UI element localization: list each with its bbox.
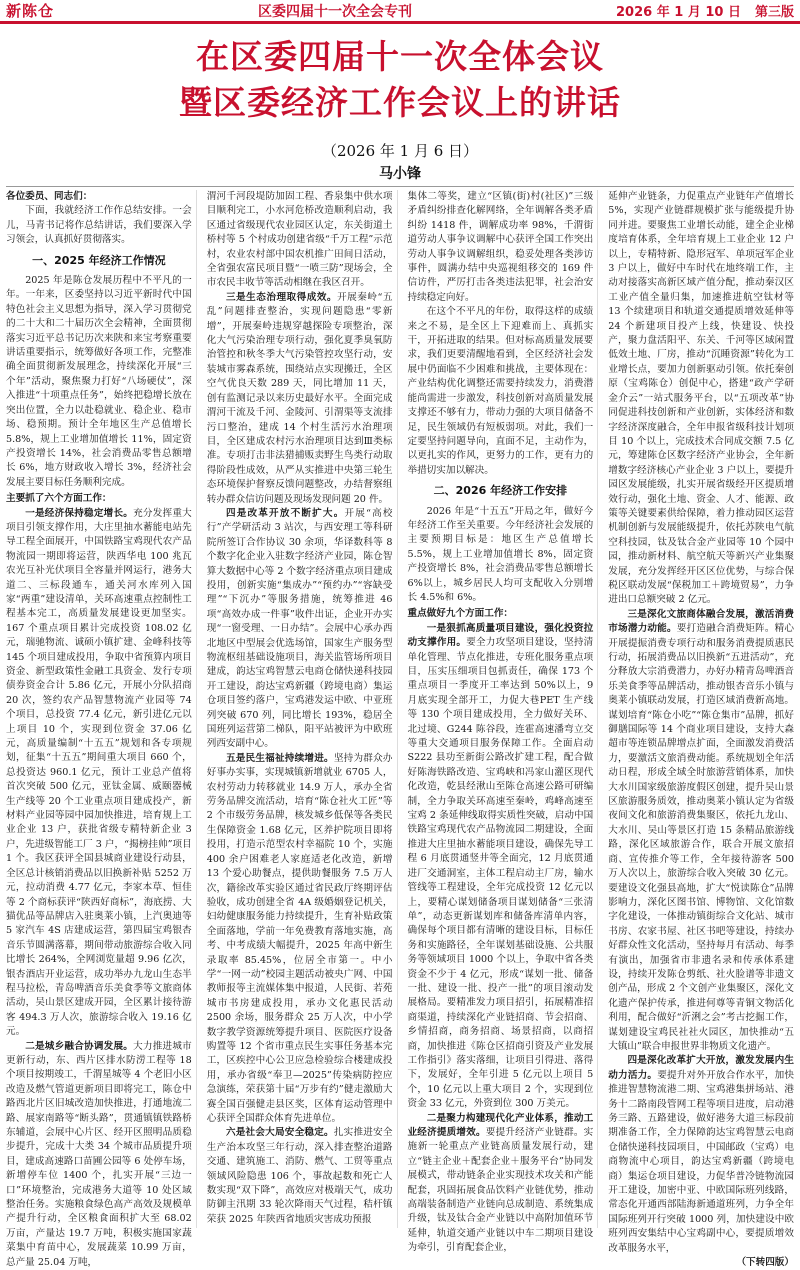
paragraph: 二是聚力构建现代化产业体系，推动工业经济提质增效。要提升经济产业链群。实施新一轮重点产业链高质量发展行动，建立“链主企业＋配套企业＋服务平台”协同发展模式，带动链条企业实现技术攻关和产能配套，巩固拓展食品饮料产业链优势，推动高端装备制造产业链向总成制造、系统集成升级，钛及钛合金产业链以中高附加值环节延伸，轨道交通产业链以中车二期项目建设为牵引，引育配套企业，	[407, 1112, 594, 1254]
divider	[6, 186, 794, 187]
paragraph: 2026 年是“十五五”开局之年，做好今年经济工作至关重要。今年经济社会发展的主要预期目标是：地区生产总值增长 5.5%，规上工业增加值增长 8%，固定资产投资增长 8%，社会消费品零售总额增长 6%以上，城乡居民人均可支配收入分别增长 4.5%和 6%。	[407, 505, 594, 603]
section-heading-2: 二、2026 年经济工作安排	[433, 484, 568, 498]
issue-date: 2026 年 1 月 10 日	[616, 5, 741, 20]
subheading: 重点做好九个方面工作：	[407, 608, 514, 620]
page-number: 第三版	[754, 5, 794, 20]
paragraph: 集体二等奖，建立“区镇(街)村(社区)”三级矛盾纠纷排查化解网络，全年调解各类矛盾纠纷 1418 件，调解成功率 98%，千渭街道劳动人事争议调解中心获评全国工作突出劳动人事争议调解组织，稳妥处理各类涉访事件，圆满办结中央巡视组移交的 169 件信访件，严厉打击各类违法犯罪，社会治安持续稳定向好。	[407, 191, 594, 303]
column-3	[407, 190, 599, 1254]
speech-date: （2026 年 1 月 6 日）	[321, 142, 479, 160]
paper-name: 新陈仓	[6, 2, 55, 20]
paragraph: 渭河千河段堤防加固工程、香泉集中供水项目顺利完工，小水河危桥改造顺利启动，我区通过省级现代农业园区认定，东关街道土桥村等 5 个村成功创建省级“千万工程”示范村，农业农村部中国农机推广田间日活动，全省强农富民项目暨“一喷三防”现场会，全市农民丰收节等活动相继在我区召开。	[206, 191, 393, 289]
headline	[0, 34, 800, 126]
section-heading-1: 一、2025 年经济工作情况	[32, 253, 166, 267]
column-4	[608, 190, 795, 1269]
paragraph: 三是生态治理取得成效。开展秦岭“五乱”问题排查整治，实现问题隐患“零新增”，开展秦岭违规穿越探险专项整治，深化大气污染治理专项行动，强化夏季臭氧防治管控和秋冬季大气污染管控攻坚行动，安装城市雾森系统，围绕站点实现搬迁，全区空气优良天数 289 天，同比增加 11 天，创有监测记录以来历史最好水平。全面完成渭河干流及千河、金陵河、引渭渠等支流排污口整治，建成 14 个村生活污水治理项目，全区建成农村污水治理项目达到Ⅲ类标准。专项打击非法猎捕贩卖野生鸟类行动取得阶段性成效，从严从实推进中央第三轮生态环境保护督察反馈问题整改，办结督察组转办群众信访问题及现场发现问题 20 件。	[206, 291, 393, 505]
paragraph: 2025 年是陈仓发展历程中不平凡的一年。一年来，区委坚持以习近平新时代中国特色社会主义思想为指导，深入学习贯彻党的二十大和二十届历次全会精神，全面贯彻落实习近平总书记历次来陕和来宝考察重要讲话重要指示，统筹做好各项工作，完整准确全面贯彻新发展理念，持续深化开展“三个年”活动，聚焦聚力打好“八场硬仗”，深入推进“十项重点任务”，始终把稳增长放在突出位置，全力以赴稳就业、稳企业、稳市场、稳预期。预计全年地区生产总值增长 5.8%，规上工业增加值增长 11%，固定资产投资增长 14%，社会消费品零售总额增长 6%，地方财政收入增长 3%，经济社会发展主要目标任务顺利完成。	[6, 275, 192, 488]
column-2	[207, 190, 398, 1228]
paragraph: 一是狠抓高质量项目建设，强化投资拉动支撑作用。要全力攻坚项目建设，坚持清单化管理、节点化推进，专班化服务重点项目，压实压细项目包抓责任，确保 173 个重点项目一季度开工率达到 50%以上，9 月底实现全部开工，力促大巷PET 生产线等 130 个项目建成投用，全力做好关环、北过境、G244 陈谷段，连霍高速潘弯立交等重大交通项目服务保障工作。全面启动 S222 县功至新街公路改扩建工程，配合做好陈海铁路改造、宝鸡峡和冯家山灌区现代化改造，乾县经湫山至陈仓高速公路可研编制，全力争取关环高速至秦岭，鸡峰高速至宝鸡 2 条延伸线取得实质性突破，启动中国铁路宝鸡现代农产品物流园二期建设，全面推进大庄里抽水蓄能项目建设，确保先导工程 6 月底贯通竖井等全面完，12 月底贯通进厂交通洞室，主体工程启动主厂房，输水管线等工程建设，全年完成投资 12 亿元以上，要精心谋划储备项目谋划储备“三张清单”，动态更新谋划库和储备库清单内容，确保每个项目都有清晰的建设目标，目标任务和实施路径，全年谋划基础设施、公共服务等领域项目 1000 个以上，争取中省各类资金不少于 4 亿元，形成“谋划一批、储备一批、建设一批、投产一批”的项目滚动发展格局。要精准发力项目招引，拓展精准招商渠道，持续深化产业链招商、节会招商、乡情招商，商务招商、场景招商，以商招商，加快推进《陈仓区招商引资及产业发展工作指引》落实落细，让项目引得进、落得下，发展好，全年引进 5 亿元以上项目 5 个，10 亿元以上重大项目 2 个，实现到位资金 33 亿元，外资到位 300 万美元。	[407, 622, 594, 1110]
lead-phrase: 一是经济保持稳定增长。	[25, 507, 134, 519]
paragraph: 一是经济保持稳定增长。充分发挥重大项目引领支撑作用，大庄里抽水蓄能电站先导工程全面展开，中国铁路宝鸡现代农产品物流园一期即将运营，陕西华电 100 兆瓦农光互补光伏项目全容量并网运行，港务大道二、三标段通车，通关河水库列入国家“两重”建设清单，关环高速重点控制性工程基本完工，高质量发展建设更加坚实。167 个重点项目累计完成投资 108.02 亿元，瑞驰物流、诚硕小镇扩建、金峰科技等 145 个项目建成投用，争取中省预算内项目资金、新型政策性金融工具资金、发行专项债券资金合计 5.86 亿元，开展小分队招商 20 次，签约农产品智慧物流产业园等 74 个项目，总投资 77.4 亿元，新引进亿元以上项目 10 个，实现到位资金 37.06 亿元，高质量编制“十五五”规划和各专项规划，征集“十五五”期间重大项目 660 个，总投资达 960.1 亿元，预计工业总产值将首次突破 500 亿元，亚钛金属、威颐器械生产线等 20 个工业重点项目建成投产，新材料产业园等园中园加快推进，培育规上工业企业 13 户，获批省级专精特新企业 3 户，先进级智能工厂 3 户，“揭榜挂帅”项目 1 个。我区获评全国县城商业建设行动县，全区总计核销消费品以旧换新补贴 5252 万元，拉动消费 4.77 亿元，李家本草、恒佳等 2 个商标获评“陕西好商标”，海底捞、大猫优品等品牌店入驻奥莱小镇，上汽奥迪等 5 家汽车 4S 店建成运营，第四届宝鸡银杏音乐节圆满落幕，期间带动旅游综合收入同比增长 264%，全网浏览量超 9.96 亿次，银杏酒店开业运营，成功举办九龙山生态半程马拉松，青岛啤酒音乐美食季等文旅商体活动，吴山景区建成开园，全区累计接待游客 494.3 万人次，旅游综合收入 19.16 亿元。	[6, 507, 192, 1038]
paragraph: 四是深化改革扩大开放，激发发展内生动力活力。要提升对外开放合作水平，加快推进智慧物流港二期、宝鸡港集拼场站、港务十二路南段管网工程等项目进度，启动港务三路、五路建设，做好港务大道三标段前期准备工作，全力保障韵达宝鸡智慧云电商仓储快递科技园项目，中国邮政（宝鸡）电商物流中心项目，韵达宝鸡新疆（跨境电商）集运仓项目建设，力促华普冷链物流园开工建设，加密中亚、中欧国际班列线路，常态化开通西部陆海新通道班列，力争全年国际班列开行突破 1000 列，加快建设中欧班列西安集结中心宝鸡副中心，要提质增效改革服务水平，	[608, 1055, 795, 1254]
lead-phrase: 一是狠抓高质量项目建设，强化投资拉动支撑作用。	[407, 622, 594, 649]
paragraph: 四是改革开放不断扩大。开展“高校行”产学研活动 3 站次，与西安理工等科研院所签订合作协议 30 余项，华译数科等 8 个数字化企业入驻数字经济产业园，陈仓智算大数据中心等 2 个数字经济重点项目建成投用，创新实施“集成办”“预约办”“容缺受理”“下沉办”等服务措施，统筹推进 46 项“高效办成一件事”收件出证，企业开办实现“一窗受理、一日办结”。会展中心承办西北地区中型展会优选场馆，国家生产服务型物流枢纽基础设施项目，海关监管场所项目建成，韵达宝鸡智慧云电商仓储快递科技园开工建设，韵达宝鸡新疆（跨境电商）集运仓项目签约落户，宝鸡港发运中欧、中亚班列突破 670 列，同比增长 193%，稳居全国班列运营第二梯队，阳平站被评为中欧班列西安副中心。	[206, 507, 393, 750]
lead-phrase: 四是深化改革扩大开放，激发发展内生动力活力。	[608, 1055, 794, 1081]
article-body	[6, 190, 795, 1269]
headline-line-2: 暨区委经济工作会议上的讲话	[179, 83, 621, 122]
salutation: 各位委员、同志们：	[6, 191, 93, 202]
paragraph: 下面，我就经济工作作总结安排。一会儿，马青书记将作总结讲话，我们要深入学习领会，认真抓好贯彻落实。	[6, 205, 192, 246]
lead-phrase: 六是社会大局安全稳定。	[225, 1127, 334, 1139]
edition-title: 区委四届十一次全会专刊	[258, 3, 413, 20]
paragraph: 在这个不平凡的年份，取得这样的成绩来之不易，是全区上下迎难而上、真抓实干，开拓进取的结果。但对标高质量发展要求，我们更要清醒地看到，全区经济社会发展中仍面临不少困难和挑战，主要体现在：产业结构优化调整还需要持续发力，消费潜能尚需进一步激发，科技创新对高质量发展支撑还不够有力，带动力强的大项目储备不足，民生领域仍有短板弱项。对此，我们一定要坚持问题导向，直面不足，主动作为，以更扎实的作风，更努力的工作，更有力的举措切实加以解决。	[407, 306, 594, 476]
lead-phrase: 二是聚力构建现代化产业体系，推动工业经济提质增效。	[407, 1112, 594, 1138]
paragraph: 六是社会大局安全稳定。扎实推进安全生产治本攻坚三年行动，深入排查整治道路交通、建筑施工、消防、燃气、工贸等重点领域风险隐患 106 个，事故起数和死亡人数实现“双下降”，高效应对极端天气，成功防御主汛期 33 轮次降雨天气过程，秸杆镇荣获 2025 年陕西省地质灾害成功预报	[206, 1127, 393, 1225]
subheading: 主要抓了六个方面工作：	[6, 493, 112, 505]
author: 马小锋	[379, 166, 421, 182]
date-page	[616, 1, 794, 20]
lead-phrase: 三是深化文旅商体融合发展，激活消费市场潜力动能。	[608, 608, 794, 635]
lead-phrase: 四是改革开放不断扩大。	[225, 507, 345, 519]
column-1	[6, 190, 197, 1268]
paragraph: 延伸产业链条，力促重点产业链年产值增长 5%，实现产业链群规模扩张与能级提升协同并进。要聚焦工业增长动能，建全企业梯度培育体系，全年培育规上工业企业 12 户以上，专精特新、隐形冠军、单项冠军企业 3 户以上，做好中车时代在地终端工作，主动对接落实高新区域产值分配，推动秦汉区工业产值全量归集，加速推进航空钛材等 13 个续建项目和轨道交通提质增效延伸等 24 个新建项目投产上线，快建设、快投产，聚力盘活阳平、东关、千河等区域闲置低效土地、厂房，推动“沉睡资源”转化为工业增长点，要加力创新驱动引领。依托秦创原（宝鸡陈仓）创促中心，搭建“政产学研金介云”一站式服务平台，以“五项改革”协同促进科技创新和产业创新，实体经济和数字经济深度融合，全年申报省级科技计划项目 10 个以上，完成技术合同成交额 7.5 亿元，筹建陈仓区数字经济产业协会，全年新增数字经济核心产业企业 3 户以上，要提升园区发展能级，扎实开展省级经开区提质增效行动，强化土地、资金、人才、能源、政策等关键要素供给保障，着力推动园区运营机制创新与发展能级提升，依托苏陕电气航空科技园，钛及钛合金产业园等 10 个园中园，推动新材料、航空航天等新兴产业集聚发展，充分发挥经开区区位优势，与综合保税区联动发展“保税加工＋跨境贸易”，力争进出口总额突破 2 亿元。	[608, 191, 794, 606]
paragraph: 五是民生福祉持续增进。坚持为群众办好事办实事，实现城镇新增就业 6705 人，农村劳动力转移就业 14.9 万人，承办全省劳务品牌交流活动，培育“陈仓社火工匠”等 2 个市级劳务品牌，核发城乡低保等各类民生保障资金 1.68 亿元，区养护院项目即将投用，打造示范型农村幸福院 10 个，实施 400 余户困难老人家庭适老化改造，新增 13 个爱心助餐点，提供助餐服务 7.5 万人次，籍徐改革实验区通过省民政厅终期评估验收，成功创建全省 4A 级婚姻登记机关，妇幼健康服务能力持续提升，生育补贴政策全面落地，学前一年免费教育落地实施，高考、中考成绩大幅提升，2025 年高中新生录取率 85.45%，位居全市第一。中小学“一网一动”校园主题活动被央广网、中国教师报等主流媒体集中报道，人民街、若苑城市书房建成投用，承办文化惠民活动 2500 余场，服务群众 25 万人次，中小学数字教学资源统筹提升项目、医院医疗设备购置等 12 个省市重点民生实事任务基本完工，区疾控中心公卫应急检验综合楼建成投用，承办省级“奉卫—2025”传染病防控应急演练，荣获第十届“万步有约”健走激励大赛全国百强健走县区奖，区体育运动管理中心获评全国群众体育先进单位。	[206, 752, 393, 1124]
paragraph: 三是深化文旅商体融合发展，激活消费市场潜力动能。要打造融合消费矩阵。精心开展提振消费专项行动和服务消费提质惠民行动，拓展消费品以旧换新“五进活动”，充分释放大宗消费潜力，办好办精青岛啤酒音乐美食季等品牌活动，推动银杏音乐小镇与奥莱小镇联动发展，打造区域消费新高地。谋划培育“陈仓小吃”“陈仓集市”品牌，抓好御膳国际等 14 个商业项目建设，支持大森超市等连锁品牌增点扩面，全面激发消费活力，要激活文旅消费动能。系统规划全年活动日程，形成全域全时旅游营销体系，加快大水川国家级旅游度假区创建，提升吴山景区旅游服务质效，推动奥莱小镇认定为省级夜间文化和旅游消费集聚区，依托九龙山、大水川、吴山等景区打造 15 条精品旅游线路，深化区域旅游合作，联合开展文旅招商、宣传推介等工作，全年接待游客 500 万人次以上，旅游综合收入突破 30 亿元。要建设文化强县高地，扩大“悦读陈仓”品牌影响力，深化区图书馆、博物馆、文化馆数字化建设，一体推动镇街综合文化站、城市书房、农家书屋、社区书吧等建设，持续办好群众性文化活动，坚持每月有活动、每季有演出，加强省市非遗名录和传承体系建设，持续开发陈仓剪纸、社火脸谱等非遗文创产品，形成 2 个文创产业集聚区，深化文化遗产保护传承，推进何尊等青铜文物活化利用，配合做好“沂浰之会”考古挖掘工作，谋划建设宝鸡民社社火园区，加快推动“五大镇山”联合申报世界非物质文化遗产。	[608, 608, 795, 1052]
lead-phrase: 五是民生福祉持续增进。	[225, 752, 334, 764]
lead-phrase: 二是城乡融合协调发展。	[25, 1040, 134, 1052]
masthead	[0, 0, 800, 24]
headline-line-1: 在区委四届十一次全体会议	[196, 37, 604, 76]
paragraph: 二是城乡融合协调发展。大力推进城市更新行动，东、西片区排水防涝工程等 18 个项目按期竣工，千渭星城等 4 个老旧小区改造及燃气管道更新项目即将完工，陈仓中路西北片区旧城改造加快推进，打通地流二路、展家南路等“断头路”，贯通镇镇铁路桥东辅道，会展中心片区、经开区照明品质稳步提升，完成十大类 34 个城市品质提升项目，建成高速路口苗圃公园等 6 处停车场，新增停车位 1400 个，扎实开展“三边一口”环境整治，完成港务大道等 10 处区域整治任务。实施粮食绿色高产高效及规模单产提升行动，全区粮食面积扩大至 68.02 万亩，产量达 19.7 万吨，积极实施国家蔬菜集中育苗中心，发展蔬菜 10.99 万亩，总产量 25.04 万吨，	[6, 1040, 192, 1268]
continued-note: （下转四版）	[736, 1257, 794, 1269]
lead-phrase: 三是生态治理取得成效。	[225, 291, 338, 303]
